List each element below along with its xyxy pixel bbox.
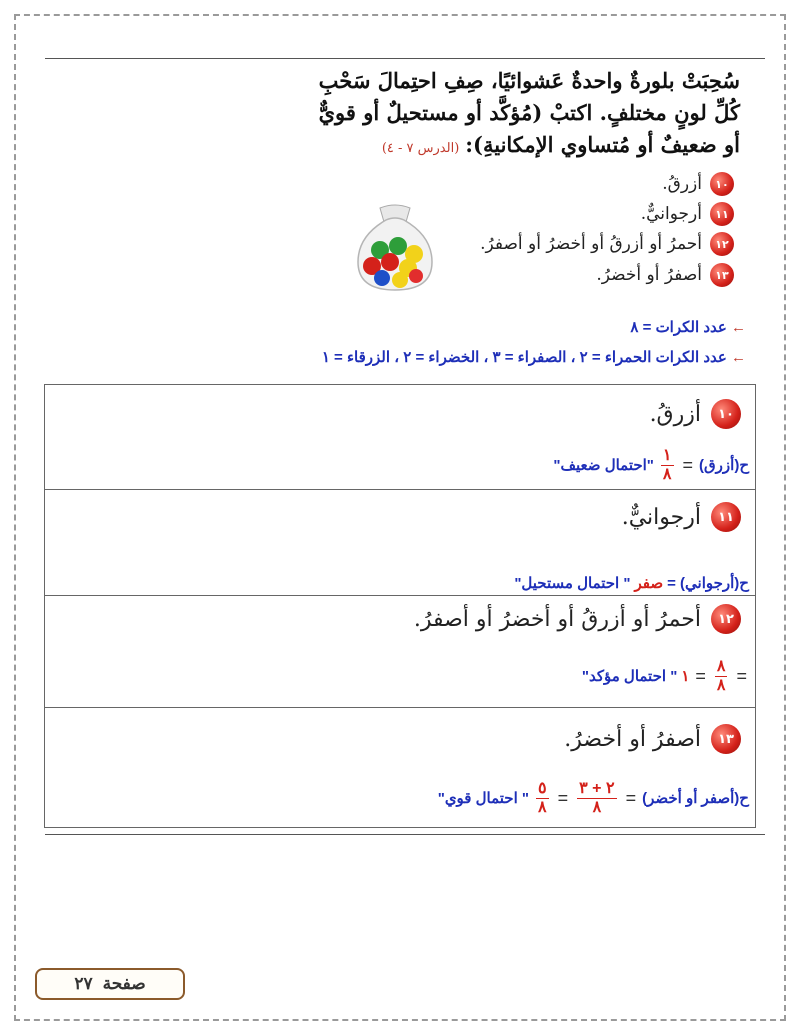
marble-bag-illustration: [350, 200, 440, 295]
answer-line: [514, 574, 749, 592]
equals-sign: =: [682, 454, 694, 475]
item-number-badge: ١٠: [710, 172, 734, 196]
fraction-denominator: ٨: [538, 799, 547, 817]
item-number-badge: ١٢: [711, 604, 741, 634]
fraction: [536, 780, 549, 817]
answer-label: "احتمال ضعيف": [553, 457, 654, 475]
item-text: أصفرُ أو أخضرُ.: [596, 265, 702, 285]
fraction: [715, 658, 728, 695]
answer-question-text: أصفرُ أو أخضرُ.: [564, 726, 701, 752]
sum-fraction: [577, 780, 616, 817]
item-text: أرجوانيٌّ.: [640, 204, 702, 224]
equals-sign: =: [557, 787, 569, 808]
arrow-icon: ←: [731, 349, 746, 366]
list-item: [641, 202, 734, 226]
list-item: [596, 263, 734, 287]
item-text: أحمرُ أو أزرقُ أو أخضرُ أو أصفرُ.: [480, 234, 702, 254]
arrow-icon: ←: [731, 319, 746, 336]
answer-question-text: أحمرُ أو أزرقُ أو أخضرُ أو أصفرُ.: [413, 606, 701, 632]
answer-prefix: ح(أصفر أو أخضر): [642, 790, 749, 808]
page-number-tab: [35, 968, 185, 1000]
item-number-badge: ١٣: [710, 263, 734, 287]
page-number: ٢٧: [74, 974, 93, 993]
fraction-numerator: ٢ + ٣: [579, 780, 615, 797]
answer-value: صفر: [634, 575, 664, 592]
answer-question: [414, 604, 741, 634]
fraction-denominator: ٨: [716, 677, 726, 695]
top-rule: [45, 58, 765, 59]
fraction-numerator: ٥: [538, 780, 547, 797]
info-total-text: عدد الكرات = ٨: [630, 319, 727, 336]
answer-line: [438, 780, 749, 817]
list-item: [480, 232, 734, 256]
answer-line: [582, 658, 749, 695]
equals-sign: =: [695, 665, 706, 686]
answer-question: [622, 502, 741, 532]
item-number-badge: ١٢: [710, 232, 734, 256]
question-line-3-text: أو ضعيفٌ أو مُتساوي الإمكانيةِ):: [465, 132, 740, 157]
lesson-reference: (الدرس ٧ - ٤): [381, 141, 460, 156]
answer-prefix: ح(أرجواني) =: [667, 575, 749, 592]
answer-label: " احتمال قوي": [437, 790, 530, 808]
answer-line: [553, 447, 749, 484]
answer-question: [564, 724, 741, 754]
answer-question: [650, 399, 741, 429]
question-line-2: كُلِّ لونٍ مختلفٍ. اكتبْ (مُؤكَّد أو مستحيلٌ أو قويٌّ: [318, 100, 740, 125]
answer-label: " احتمال مؤكد": [581, 668, 678, 686]
answer-question-text: أزرقُ.: [649, 401, 701, 427]
answer-box-10: [44, 384, 756, 490]
question-line-3: [382, 130, 740, 159]
item-text: أزرقُ.: [662, 174, 702, 194]
item-number-badge: ١٠: [711, 399, 741, 429]
info-counts-text: عدد الكرات الحمراء = ٢ ، الصفراء = ٣ ، الخضراء = ٢ ، الزرقاء = ١: [321, 349, 727, 366]
item-number-badge: ١٣: [711, 724, 741, 754]
answer-label: " احتمال مستحيل": [514, 575, 631, 592]
equals-sign: =: [625, 787, 637, 808]
info-total-balls: [630, 318, 746, 336]
item-number-badge: ١١: [710, 202, 734, 226]
fraction-numerator: ٨: [716, 658, 726, 675]
answer-question-text: أرجوانيٌّ.: [621, 504, 701, 530]
question-line-1: سُحِبَتْ بلورةٌ واحدةٌ عَشوائيًا، صِفِ احتِمالَ سَحْبِ: [318, 68, 740, 93]
answer-box-11: [44, 490, 756, 596]
answer-prefix: ح(أزرق): [699, 457, 749, 475]
equals-sign: =: [736, 665, 747, 686]
fraction-denominator: ٨: [592, 799, 602, 817]
info-color-counts: [322, 348, 746, 366]
list-item: [662, 172, 734, 196]
fraction-numerator: ١: [662, 447, 672, 464]
answer-box-12: [44, 596, 756, 708]
fraction-denominator: ٨: [662, 466, 672, 484]
fraction: [661, 447, 674, 484]
answer-value: ١: [681, 668, 690, 686]
item-number-badge: ١١: [711, 502, 741, 532]
page-label: صفحة: [102, 974, 146, 993]
bottom-rule: [45, 834, 765, 835]
answer-box-13: [44, 708, 756, 828]
